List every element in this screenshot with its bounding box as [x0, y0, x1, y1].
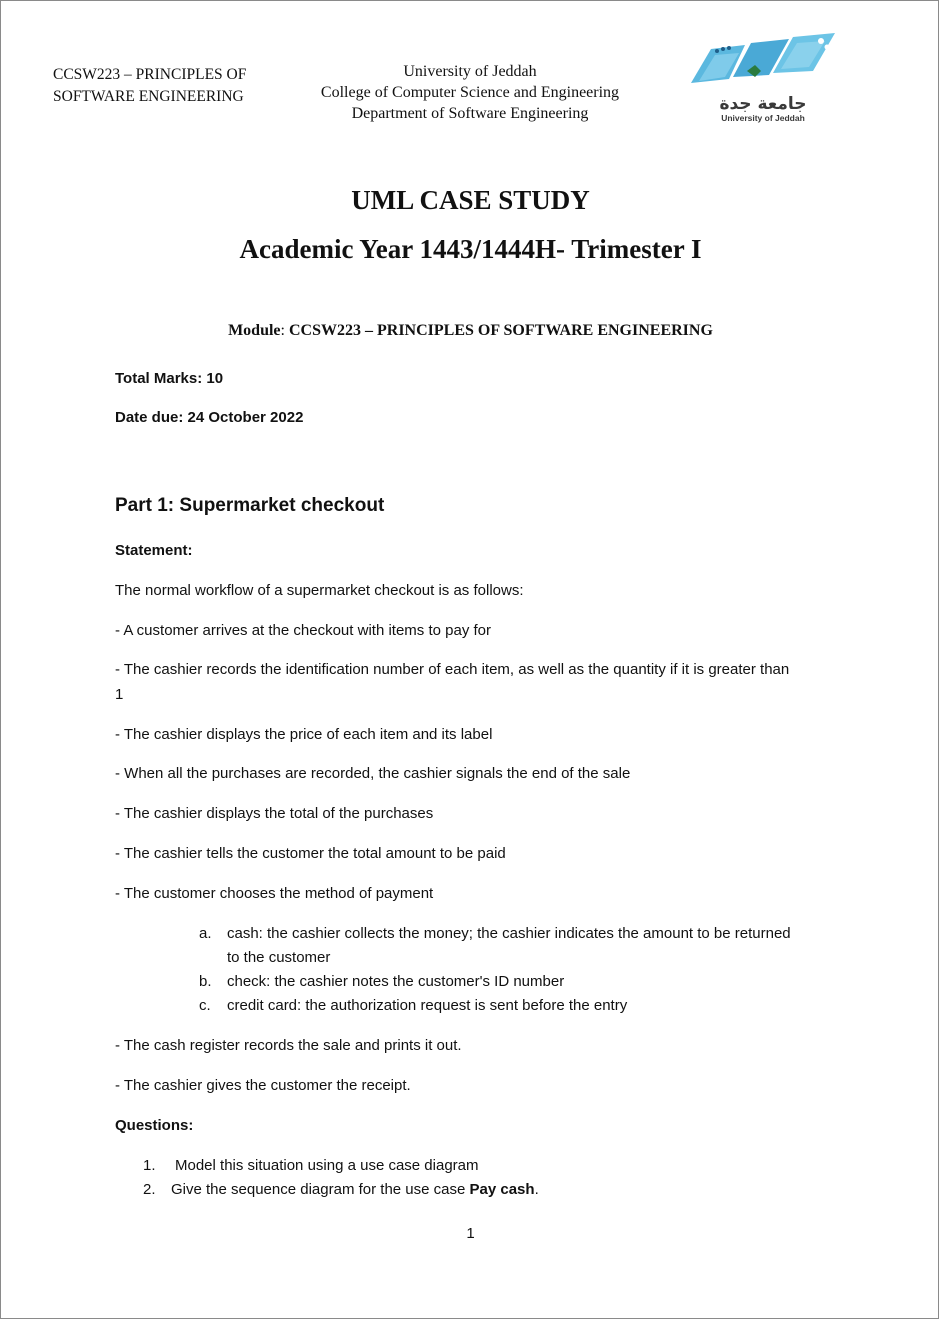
- list-marker: 2.: [143, 1181, 156, 1198]
- logo-arabic-text: جامعة جدة: [719, 94, 807, 114]
- list-marker: b.: [199, 973, 212, 990]
- university-name: University of Jeddah: [403, 63, 537, 80]
- module-label: Module: [228, 322, 281, 339]
- module-line: [1, 322, 939, 340]
- department-name: Department of Software Engineering: [351, 105, 589, 122]
- logo-english-text: University of Jeddah: [721, 113, 805, 123]
- question-text-suffix: .: [534, 1181, 539, 1198]
- institution-header: [301, 61, 639, 124]
- workflow-step: - The cashier displays the total of the purchases: [115, 805, 434, 822]
- payment-method-text: check: the cashier notes the customer's ID number: [227, 973, 565, 990]
- statement-label: Statement:: [115, 542, 193, 559]
- part1-heading: Part 1: Supermarket checkout: [115, 495, 385, 516]
- course-header: [53, 64, 246, 108]
- course-line-1: CCSW223 – PRINCIPLES OF: [53, 66, 247, 83]
- workflow-step: - When all the purchases are recorded, the cashier signals the end of the sale: [115, 765, 631, 782]
- payment-method-item: [199, 970, 839, 994]
- document-title: UML CASE STUDY: [351, 185, 590, 215]
- date-due: Date due: 24 October 2022: [115, 409, 304, 426]
- college-name: College of Computer Science and Engineering: [320, 84, 620, 101]
- question-item: [143, 1154, 823, 1178]
- page-number: 1: [466, 1225, 475, 1242]
- module-colon: :: [280, 322, 289, 339]
- workflow-step: - The cashier tells the customer the total amount to be paid: [115, 845, 506, 862]
- workflow-step: - A customer arrives at the checkout with items to pay for: [115, 622, 491, 639]
- question-item: [143, 1178, 823, 1202]
- university-logo-graphic: [685, 31, 841, 126]
- questions-label: Questions:: [115, 1117, 194, 1134]
- list-marker: c.: [199, 997, 211, 1014]
- question-text-prefix: Give the sequence diagram for the use case: [171, 1181, 470, 1198]
- university-logo: [685, 31, 841, 126]
- payment-method-item: [199, 994, 839, 1018]
- workflow-step: - The cashier records the identification number of each item, as well as the quantity if it is greater than: [115, 661, 790, 678]
- course-line-2: SOFTWARE ENGINEERING: [53, 88, 244, 105]
- workflow-step: - The cashier displays the price of each item and its label: [115, 726, 493, 743]
- workflow-step-continued: 1: [115, 686, 124, 703]
- use-case-name: Pay cash: [469, 1181, 535, 1198]
- list-marker: 1.: [143, 1157, 156, 1174]
- module-value: CCSW223 – PRINCIPLES OF SOFTWARE ENGINEERING: [288, 322, 713, 339]
- workflow-step: - The cash register records the sale and prints it out.: [115, 1037, 462, 1054]
- payment-method-text: credit card: the authorization request is sent before the entry: [227, 997, 628, 1014]
- workflow-step: - The cashier gives the customer the receipt.: [115, 1077, 411, 1094]
- list-marker: a.: [199, 925, 212, 942]
- workflow-intro: The normal workflow of a supermarket checkout is as follows:: [115, 582, 524, 599]
- total-marks: Total Marks: 10: [115, 370, 224, 387]
- payment-method-text-continued: to the customer: [227, 949, 331, 966]
- question-text: [171, 1181, 539, 1198]
- question-text: Model this situation using a use case diagram: [175, 1157, 479, 1174]
- payment-method-item: [199, 922, 839, 970]
- document-subtitle: Academic Year 1443/1444H- Trimester I: [239, 234, 702, 264]
- payment-method-text: cash: the cashier collects the money; the cashier indicates the amount to be returned: [227, 925, 791, 942]
- workflow-step: - The customer chooses the method of payment: [115, 885, 434, 902]
